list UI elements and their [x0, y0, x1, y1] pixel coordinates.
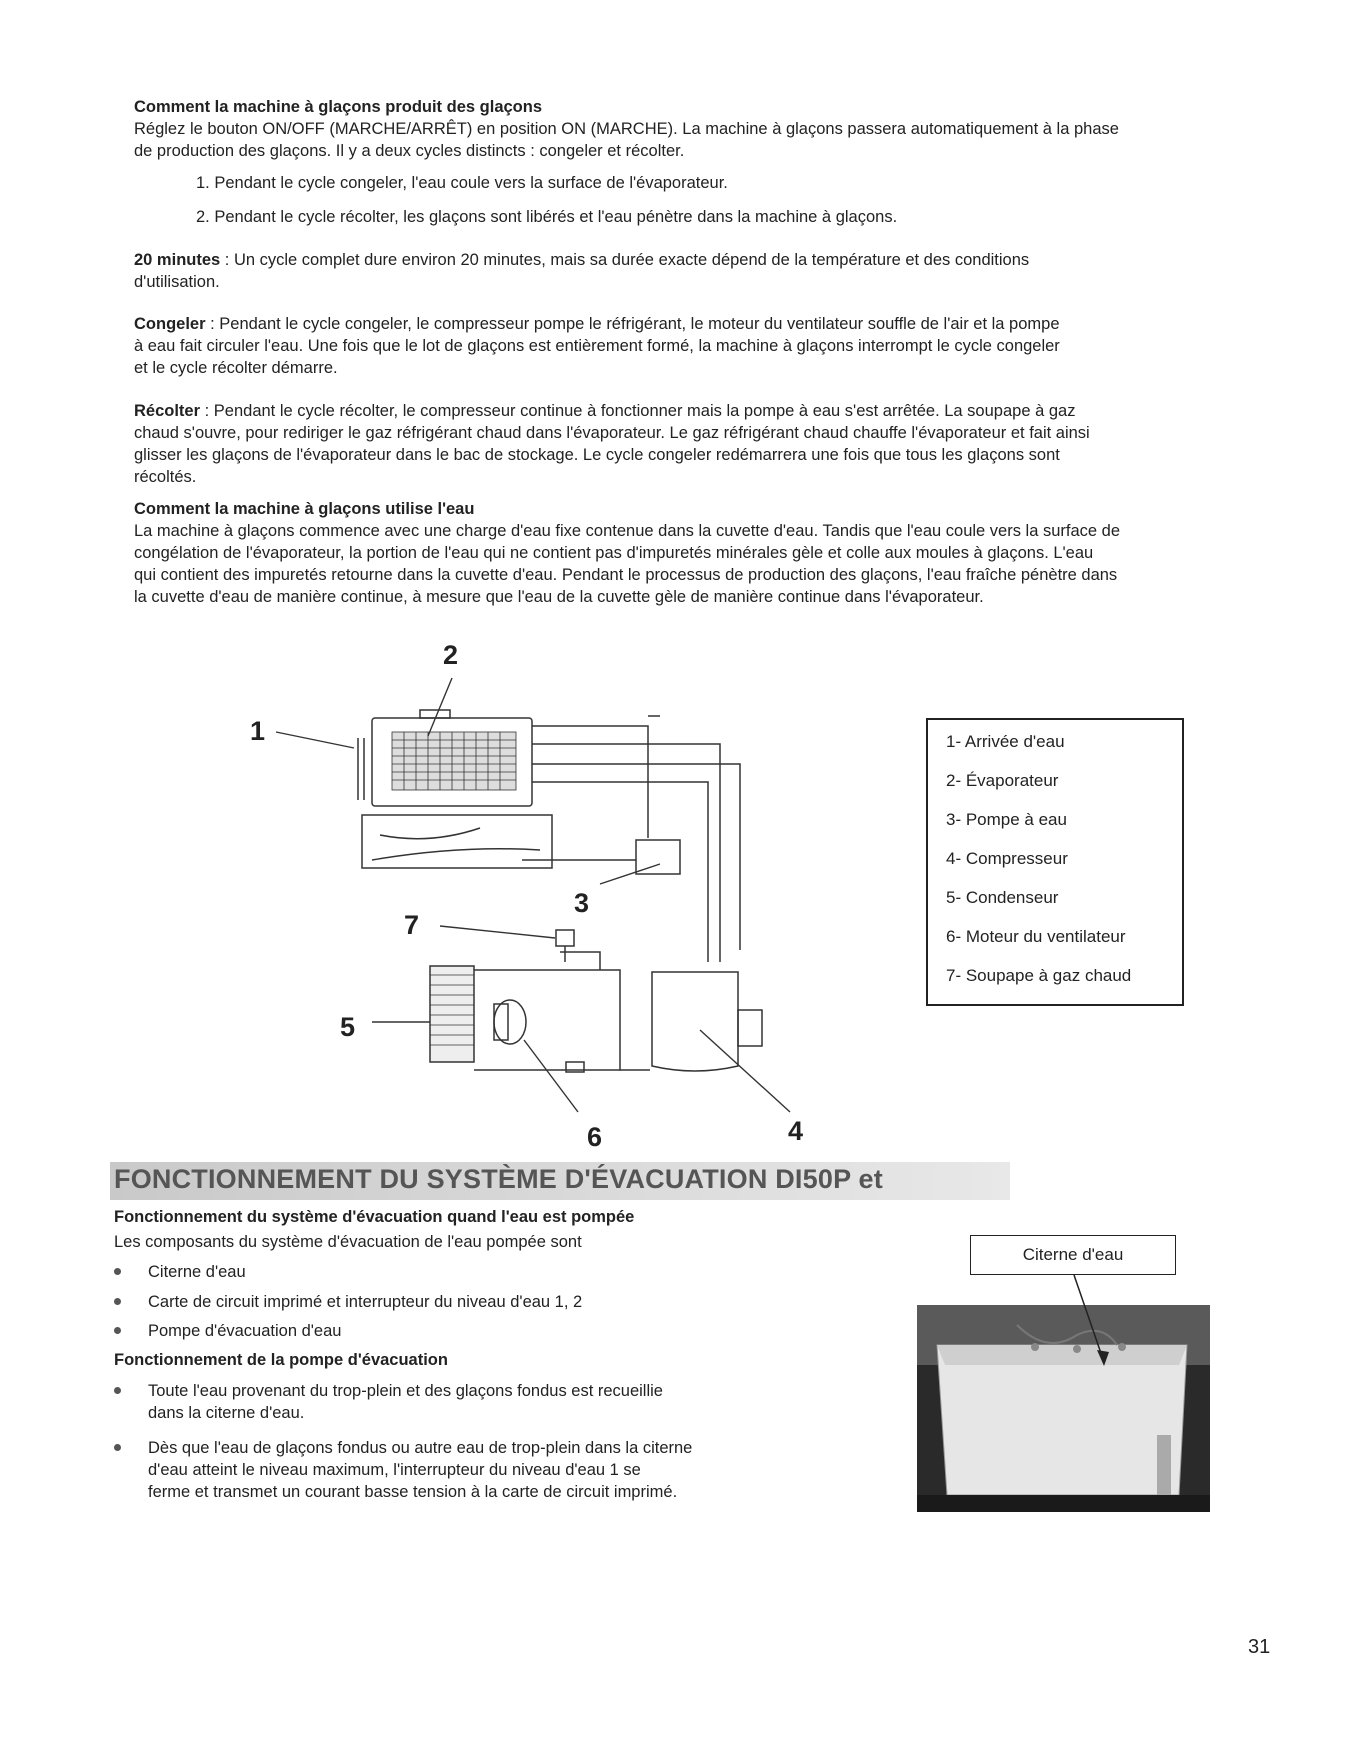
component-text: Citerne d'eau [148, 1263, 246, 1281]
text-congeler: à eau fait circuler l'eau. Une fois que le lot de glaçons est entièrement formé, la machine à glaçons interrompt le cycle congeler [134, 337, 1060, 355]
page-number: 31 [1248, 1636, 1271, 1658]
section-title: FONCTIONNEMENT DU SYSTÈME D'ÉVACUATION DI50P et [114, 1164, 883, 1194]
intro-line: Réglez le bouton ON/OFF (MARCHE/ARRÊT) en position ON (MARCHE). La machine à glaçons passera automatiquement à la phase [134, 120, 1119, 138]
text-20-minutes: : Un cycle complet dure environ 20 minutes, mais sa durée exacte dépend de la température et des conditions [220, 251, 1030, 269]
text-water-use: La machine à glaçons commence avec une charge d'eau fixe contenue dans la cuvette d'eau. Tandis que l'eau coule vers la surface de [134, 522, 1121, 540]
pump-text: Dès que l'eau de glaçons fondus ou autre eau de trop-plein dans la citerne [148, 1439, 693, 1457]
callout-6: 6 [587, 1122, 603, 1152]
text-congeler: et le cycle récolter démarre. [134, 359, 338, 377]
text-water-use: congélation de l'évaporateur, la portion de l'eau qui ne contient pas d'impuretés minérales gèle et colle aux moules à glaçons. L'eau [134, 544, 1094, 562]
heading-drain-pumped: Fonctionnement du système d'évacuation quand l'eau est pompée [114, 1208, 635, 1226]
callout-2: 2 [443, 640, 459, 670]
text-water-use: la cuvette d'eau de manière continue, à mesure que l'eau de la cuvette gèle de manière continue dans l'évaporateur. [134, 588, 984, 606]
label-20-minutes: 20 minutes [134, 251, 221, 269]
pump-text: d'eau atteint le niveau maximum, l'interrupteur du niveau d'eau 1 se [148, 1461, 641, 1479]
intro-line: de production des glaçons. Il y a deux cycles distincts : congeler et récolter. [134, 142, 685, 160]
callout-3: 3 [574, 888, 590, 918]
heading-ice-production: Comment la machine à glaçons produit des glaçons [134, 98, 543, 116]
callout-5: 5 [340, 1012, 356, 1042]
legend-item: 4- Compresseur [946, 849, 1068, 868]
callout-7: 7 [404, 910, 420, 940]
list-item: 2. Pendant le cycle récolter, les glaçons sont libérés et l'eau pénètre dans la machine à glaçons. [196, 208, 898, 226]
legend-item: 7- Soupape à gaz chaud [946, 966, 1132, 985]
list-item: 1. Pendant le cycle congeler, l'eau coule vers la surface de l'évaporateur. [196, 174, 728, 192]
text-recolter: chaud s'ouvre, pour rediriger le gaz réfrigérant chaud dans l'évaporateur. Le gaz réfrigérant chaud chauffe l'évaporateur et fait ainsi [134, 424, 1090, 442]
label-recolter: Récolter [134, 402, 201, 420]
text-recolter: : Pendant le cycle récolter, le compresseur continue à fonctionner mais la pompe à eau s'est arrêtée. La soupape à gaz [200, 402, 1076, 420]
legend-item: 1- Arrivée d'eau [946, 732, 1065, 751]
pump-text: ferme et transmet un courant basse tension à la carte de circuit imprimé. [148, 1483, 678, 1501]
callout-1: 1 [250, 716, 266, 746]
water-tank-label: Citerne d'eau [970, 1235, 1176, 1275]
callout-4: 4 [788, 1116, 804, 1146]
text-water-use: qui contient des impuretés retourne dans la cuvette d'eau. Pendant le processus de production des glaçons, l'eau fraîche pénètre dans [134, 566, 1118, 584]
label-congeler: Congeler [134, 315, 206, 333]
legend-item: 5- Condenseur [946, 888, 1059, 907]
text-recolter: récoltés. [134, 468, 197, 486]
heading-water-use: Comment la machine à glaçons utilise l'eau [134, 500, 475, 518]
component-text: Pompe d'évacuation d'eau [148, 1322, 342, 1340]
pump-text: dans la citerne d'eau. [148, 1404, 305, 1422]
text-recolter: glisser les glaçons de l'évaporateur dans le bac de stockage. Le cycle congeler redémarrera une fois que tous les glaçons sont [134, 446, 1060, 464]
component-text: Carte de circuit imprimé et interrupteur du niveau d'eau 1, 2 [148, 1293, 583, 1311]
text-congeler: : Pendant le cycle congeler, le compresseur pompe le réfrigérant, le moteur du ventilateur souffle de l'air et la pompe [205, 315, 1060, 333]
heading-drain-pump: Fonctionnement de la pompe d'évacuation [114, 1351, 448, 1369]
drain-intro: Les composants du système d'évacuation de l'eau pompée sont [114, 1233, 582, 1251]
text-20-minutes: d'utilisation. [134, 273, 220, 291]
legend-item: 6- Moteur du ventilateur [946, 927, 1126, 946]
legend-item: 2- Évaporateur [946, 771, 1059, 790]
legend-item: 3- Pompe à eau [946, 810, 1067, 829]
pump-text: Toute l'eau provenant du trop-plein et des glaçons fondus est recueillie [148, 1382, 663, 1400]
